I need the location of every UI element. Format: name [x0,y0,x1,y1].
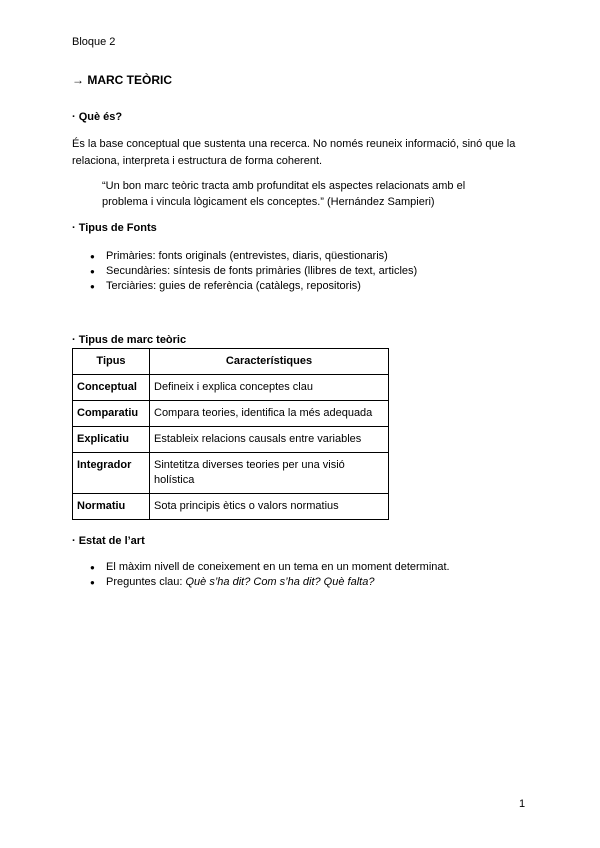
cell-desc: Sota principis ètics o valors normatius [150,494,389,520]
heading-estat-art: · Estat de l’art [72,535,145,547]
cell-tipus: Integrador [73,453,150,494]
table-row [73,401,389,427]
cell-desc: Sintetitza diverses teories per una visió holística [150,453,389,494]
cell-desc: Estableix relacions causals entre variables [150,427,389,453]
table-row [73,453,389,494]
table-row [73,494,389,520]
preguntes-label: Preguntes clau: [106,576,183,588]
cell-tipus: Explicatiu [73,427,150,453]
fonts-list [72,249,417,294]
column-header-caracteristiques: Característiques [150,349,389,375]
heading-tipus-fonts: · Tipus de Fonts [72,222,157,234]
table-header-row [73,349,389,375]
list-item-terciaries: ● Terciàries: guies de referència (catàlegs, repositoris) [72,279,417,294]
list-item-preguntes [72,575,450,590]
marc-teoric-table [72,348,389,520]
cell-tipus: Comparatiu [73,401,150,427]
page-header: Bloque 2 [72,36,116,48]
list-item-secundaries: ● Secundàries: síntesis de fonts primàries (llibres de text, articles) [72,264,417,279]
list-item-primaries: ● Primàries: fonts originals (entrevistes, diaris, qüestionaris) [72,249,417,264]
table-row [73,375,389,401]
heading-que-es: · Què és? [72,111,123,123]
cell-desc: Compara teories, identifica la més adequada [150,401,389,427]
preguntes-questions: Què s’ha dit? Com s’ha dit? Què falta? [185,576,375,588]
column-header-tipus: Tipus [73,349,150,375]
cell-tipus: Normatiu [73,494,150,520]
table-row [73,427,389,453]
heading-tipus-marc: · Tipus de marc teòric [72,334,187,346]
page-number: 1 [519,798,526,810]
sampieri-quote: “Un bon marc teòric tracta amb profunditat els aspectes relacionats amb el problema i vincula lògicament els conceptes.” (Hernández Sampieri) [102,180,466,208]
list-item-definicio: ● El màxim nivell de coneixement en un tema en un moment determinat. [72,560,450,575]
cell-desc: Defineix i explica conceptes clau [150,375,389,401]
definition-paragraph: És la base conceptual que sustenta una recerca. No només reuneix informació, sinó que la relaciona, interpreta i estructura de forma coherent. [72,138,516,167]
estat-art-list [72,560,450,590]
cell-tipus: Conceptual [73,375,150,401]
page-title: → MARC TEÒRIC [72,73,172,87]
